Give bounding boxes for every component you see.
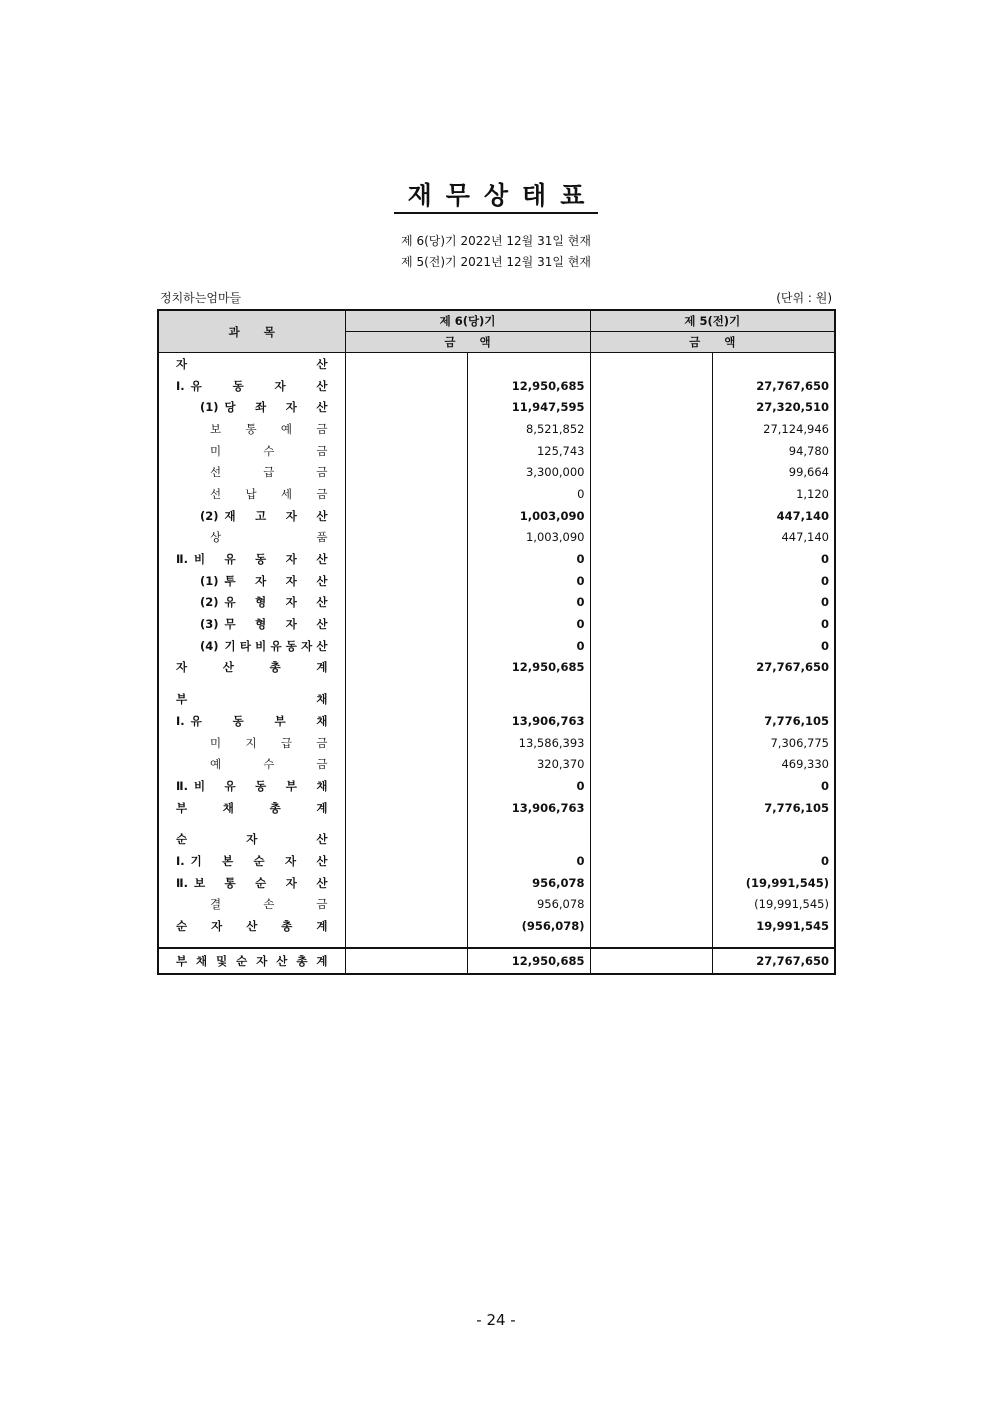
current-amount: 13,906,763 [467, 710, 590, 732]
empty-cell [590, 353, 712, 375]
previous-period-header: 제 5(전)기 [590, 310, 835, 332]
empty-cell [590, 915, 712, 937]
previous-amount: (19,991,545) [712, 894, 835, 916]
empty-cell [590, 688, 712, 710]
previous-amount: 0 [712, 548, 835, 570]
current-amount: 1,003,090 [467, 527, 590, 549]
previous-amount: 27,124,946 [712, 418, 835, 440]
row-prefix: (1) [200, 400, 219, 415]
table-row [158, 753, 835, 775]
row-label-cell [158, 418, 345, 440]
row-label-cell [158, 797, 345, 819]
empty-cell [345, 635, 467, 657]
empty-cell [590, 797, 712, 819]
previous-amount-header: 금 액 [590, 332, 835, 353]
previous-amount: 1,120 [712, 483, 835, 505]
empty-cell [590, 483, 712, 505]
row-label: 자 산 총 계 [176, 660, 328, 675]
previous-amount: 94,780 [712, 440, 835, 462]
table-row [158, 375, 835, 397]
table-row [158, 948, 835, 974]
empty-cell [345, 753, 467, 775]
current-amount: 956,078 [467, 894, 590, 916]
empty-cell [590, 440, 712, 462]
row-label: 투 자 자 산 [224, 573, 328, 588]
empty-cell [345, 396, 467, 418]
empty-cell [590, 828, 712, 850]
previous-amount: 7,776,105 [712, 797, 835, 819]
empty-cell [345, 483, 467, 505]
row-label: 유 형 자 산 [224, 595, 328, 610]
empty-cell [345, 948, 467, 974]
current-amount: 956,078 [467, 872, 590, 894]
row-label: 당 좌 자 산 [224, 400, 328, 415]
previous-amount: 27,767,650 [712, 375, 835, 397]
current-amount: 13,586,393 [467, 732, 590, 754]
empty-cell [345, 592, 467, 614]
table-row [158, 635, 835, 657]
row-label-cell [158, 657, 345, 679]
table-row [158, 396, 835, 418]
row-prefix: (4) [200, 638, 219, 653]
empty-cell [590, 732, 712, 754]
row-label-cell [158, 948, 345, 974]
row-label: 보 통 예 금 [210, 421, 328, 436]
empty-cell [345, 613, 467, 635]
row-prefix: (2) [200, 508, 219, 523]
previous-amount: 447,140 [712, 505, 835, 527]
previous-amount: 0 [712, 775, 835, 797]
table-row [158, 570, 835, 592]
empty-cell [590, 613, 712, 635]
current-amount: 0 [467, 548, 590, 570]
previous-amount [712, 828, 835, 850]
empty-cell [345, 570, 467, 592]
table-row [158, 505, 835, 527]
empty-cell [345, 440, 467, 462]
empty-cell [590, 850, 712, 872]
current-amount: 3,300,000 [467, 461, 590, 483]
row-prefix: (2) [200, 595, 219, 610]
organization-name: 정치하는엄마들 [160, 291, 242, 305]
table-row [158, 915, 835, 937]
empty-cell [345, 894, 467, 916]
row-label-cell [158, 775, 345, 797]
previous-amount: 0 [712, 592, 835, 614]
current-amount: 0 [467, 775, 590, 797]
row-prefix: (3) [200, 617, 219, 632]
row-label-cell [158, 613, 345, 635]
current-amount: 1,003,090 [467, 505, 590, 527]
row-label-cell [158, 894, 345, 916]
row-label-cell [158, 850, 345, 872]
row-label: 부 채 총 계 [176, 800, 328, 815]
row-label: 선 급 금 [210, 465, 328, 480]
row-label-cell [158, 753, 345, 775]
unit-label: (단위 : 원) [776, 291, 832, 305]
row-label: 기 타 비 유 동 자 산 [224, 638, 328, 653]
empty-cell [590, 418, 712, 440]
current-amount: 0 [467, 483, 590, 505]
table-row [158, 850, 835, 872]
row-label-cell [158, 635, 345, 657]
previous-amount: 0 [712, 613, 835, 635]
empty-cell [345, 915, 467, 937]
table-row [158, 440, 835, 462]
current-amount: 0 [467, 850, 590, 872]
row-label-cell [158, 461, 345, 483]
empty-cell [590, 657, 712, 679]
row-label: 보 통 순 자 산 [193, 875, 328, 890]
empty-cell [345, 732, 467, 754]
page-title [0, 176, 992, 212]
table-row [158, 592, 835, 614]
current-amount: (956,078) [467, 915, 590, 937]
empty-cell [590, 527, 712, 549]
row-label: 유 동 자 산 [190, 378, 328, 393]
current-amount: 8,521,852 [467, 418, 590, 440]
row-label-cell [158, 710, 345, 732]
row-prefix: Ⅱ. [176, 875, 188, 890]
empty-cell [590, 592, 712, 614]
current-amount: 11,947,595 [467, 396, 590, 418]
empty-cell [590, 710, 712, 732]
row-label: 무 형 자 산 [224, 617, 328, 632]
row-label-cell [158, 353, 345, 375]
row-label: 비 유 동 자 산 [193, 552, 328, 567]
empty-cell [590, 894, 712, 916]
table-row [158, 548, 835, 570]
row-label-cell [158, 732, 345, 754]
empty-cell [345, 775, 467, 797]
row-label: 결 손 금 [210, 897, 328, 912]
empty-cell [345, 548, 467, 570]
previous-amount: 0 [712, 570, 835, 592]
current-amount: 0 [467, 570, 590, 592]
previous-amount: 7,776,105 [712, 710, 835, 732]
table-row [158, 527, 835, 549]
row-label-cell [158, 828, 345, 850]
empty-cell [345, 710, 467, 732]
row-label: 선 납 세 금 [210, 486, 328, 501]
empty-cell [345, 828, 467, 850]
table-row [158, 828, 835, 850]
row-label-cell [158, 375, 345, 397]
empty-cell [590, 872, 712, 894]
empty-cell [590, 775, 712, 797]
row-label: 부 채 [176, 692, 328, 707]
balance-sheet-table [157, 309, 836, 975]
row-label-cell [158, 396, 345, 418]
row-label-cell [158, 440, 345, 462]
spacer-row [158, 818, 835, 828]
row-label-cell [158, 915, 345, 937]
row-label: 유 동 부 채 [190, 713, 328, 728]
empty-cell [345, 418, 467, 440]
previous-amount: 27,767,650 [712, 948, 835, 974]
current-amount: 125,743 [467, 440, 590, 462]
current-amount: 320,370 [467, 753, 590, 775]
row-prefix: (1) [200, 573, 219, 588]
current-period: 제 6(당)기 2022년 12월 31일 현재 [401, 234, 591, 248]
table-row [158, 710, 835, 732]
table-row [158, 353, 835, 375]
table-row [158, 732, 835, 754]
empty-cell [590, 753, 712, 775]
empty-cell [590, 461, 712, 483]
row-label: 미 수 금 [210, 443, 328, 458]
table-row [158, 894, 835, 916]
row-prefix: Ⅱ. [176, 552, 188, 567]
previous-amount: 19,991,545 [712, 915, 835, 937]
row-label: 미 지 급 금 [210, 735, 328, 750]
empty-cell [345, 872, 467, 894]
previous-amount [712, 353, 835, 375]
row-label-cell [158, 872, 345, 894]
row-label: 예 수 금 [210, 757, 328, 772]
row-label: 순 자 산 총 계 [176, 919, 328, 934]
row-prefix: Ⅱ. [176, 778, 188, 793]
empty-cell [345, 797, 467, 819]
spacer-row [158, 678, 835, 688]
row-prefix: Ⅰ. [176, 713, 185, 728]
row-label-cell [158, 505, 345, 527]
table-row [158, 872, 835, 894]
table-row [158, 418, 835, 440]
row-label-cell [158, 592, 345, 614]
page-number: - 24 - [476, 1311, 516, 1329]
current-amount: 12,950,685 [467, 375, 590, 397]
row-label-cell [158, 570, 345, 592]
current-amount: 13,906,763 [467, 797, 590, 819]
empty-cell [345, 505, 467, 527]
empty-cell [590, 396, 712, 418]
previous-amount: 27,767,650 [712, 657, 835, 679]
table-row [158, 775, 835, 797]
row-label: 비 유 동 부 채 [193, 778, 328, 793]
previous-amount [712, 688, 835, 710]
previous-amount: 447,140 [712, 527, 835, 549]
row-label: 기 본 순 자 산 [190, 853, 328, 868]
empty-cell [345, 657, 467, 679]
current-amount [467, 688, 590, 710]
table-row [158, 483, 835, 505]
row-prefix: Ⅰ. [176, 853, 185, 868]
row-label-cell [158, 548, 345, 570]
previous-amount: (19,991,545) [712, 872, 835, 894]
empty-cell [590, 948, 712, 974]
empty-cell [590, 548, 712, 570]
current-amount [467, 353, 590, 375]
empty-cell [345, 461, 467, 483]
empty-cell [345, 353, 467, 375]
empty-cell [345, 850, 467, 872]
empty-cell [590, 570, 712, 592]
table-row [158, 461, 835, 483]
previous-period: 제 5(전)기 2021년 12월 31일 현재 [401, 255, 591, 269]
previous-amount: 7,306,775 [712, 732, 835, 754]
previous-amount: 27,320,510 [712, 396, 835, 418]
current-amount-header: 금 액 [345, 332, 590, 353]
table-row [158, 797, 835, 819]
empty-cell [590, 375, 712, 397]
empty-cell [345, 375, 467, 397]
previous-amount: 0 [712, 635, 835, 657]
empty-cell [590, 505, 712, 527]
current-amount: 0 [467, 613, 590, 635]
table-row [158, 657, 835, 679]
empty-cell [345, 527, 467, 549]
current-amount: 12,950,685 [467, 657, 590, 679]
row-label: 부 채 및 순 자 산 총 계 [176, 953, 328, 968]
subject-header: 과 목 [158, 310, 345, 353]
current-amount: 0 [467, 592, 590, 614]
row-prefix: Ⅰ. [176, 378, 185, 393]
empty-cell [345, 688, 467, 710]
page-title-text: 재무상태표 [394, 181, 599, 214]
current-amount: 12,950,685 [467, 948, 590, 974]
spacer-row [158, 937, 835, 948]
row-label: 재 고 자 산 [224, 508, 328, 523]
current-amount [467, 828, 590, 850]
row-label-cell [158, 527, 345, 549]
table-row [158, 688, 835, 710]
table-row [158, 613, 835, 635]
row-label-cell [158, 688, 345, 710]
previous-amount: 0 [712, 850, 835, 872]
current-period-header: 제 6(당)기 [345, 310, 590, 332]
row-label: 순 자 산 [176, 832, 328, 847]
current-amount: 0 [467, 635, 590, 657]
row-label-cell [158, 483, 345, 505]
empty-cell [590, 635, 712, 657]
previous-amount: 469,330 [712, 753, 835, 775]
row-label: 상 품 [210, 530, 328, 545]
previous-amount: 99,664 [712, 461, 835, 483]
row-label: 자 산 [176, 356, 328, 371]
